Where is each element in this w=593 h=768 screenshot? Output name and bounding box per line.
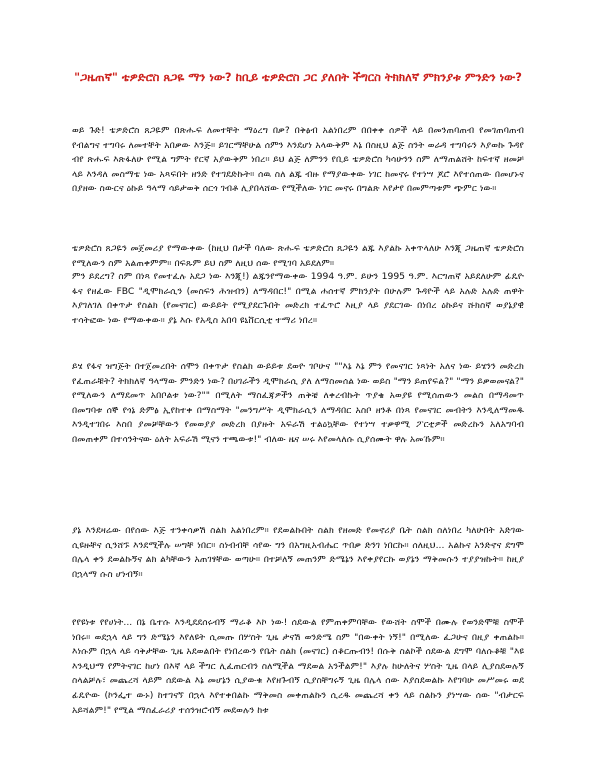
paragraph-3: ምን ይደረግ? ስም በነጻ የመተፈሉ አደጋ ነው እንጂ!) ልጁንየማውቀው 1994 ዓ.ም. ይሁን 1995 ዓ.ም. እርግጠኛ አይደለሁም ፊዴዮ ፋና የዘፈው FBC "ዲሞክራሲን (መስፍን ሕዝብን) ለማዳበር!" በሚል ሐሰተኛ ምክንያት በሁሉም ጉዳዮች ላይ አሉድ አሉድ ጠዋት እያገለገለ በቀጥታ የስልክ (የመናገር) ውይይት የሚያደርጉበት መድረክ ተፈጥሮ እዚያ ላይ ያደርገው በነበረ ዕኩይና ሹክስኛ ወያኔያዊ ተሳትፎው ነው የማውቀው። ያኔ እሱ የአዲስ አበባ ዩኒቨርሲቲ ተማሪ ነበረ። [72,271,524,326]
paragraph-5: ያኔ እንደዛሬው በየሰው እጅ ተንቀሳቃሽ ስልክ አልነበረም። የደወልኩበት ስልክ የዘመድ የመኖሪያ ቤት ስልክ ስለነበረ ካለሁበት አድገው ሲዩዙቸና ሲንሸኙ እንደሚችሉ ሠግቸ ነበር። ስነብብቸ ሳየው ግን በአግዚአብሔር ጥበቃ ድንገ ነበርኩ። ሰለዚህ... አልኩና አንድኖና ደግሞ በሌላ ቀን ደወልኩኝና ልክ ልካቸውን አጠገፃቸው ወጣሁ። በተቻለኝ መጠንም ድሜኔን እየቀያየርኩ ወያኔን ማቅመሱን ተያያዝኩት። ከዚያ በኋላማ ሱስ ሆነብኝ። [72,525,524,580]
paragraph-6: የየዩነቱ የየሀነት... በኔ ቤተሱ እንዲደደሰሩብኝ ማራቆ እኮ ነው! ሰደውል የምጠቀምባቸው የውሸት ስሞች በሙሉ የወንድሞቹ ስሞች ነበሩ። ወደኋላ ላይ ግን ድሜኔን እየለዩት ሲመጡ በሦስት ጊዜ ታናሽ ወንድሜ ስም "በውቀት ነኝ!" በሚለው ፈጋሁና በዚያ ቀጠልኩ። እነሱም በኋላ ላይ ሳቅታቸው ጊዜ አደወልበት የነበረውን የቤት ስልክ (መናገር) ሰቆርጡብን! በሱቅ ስልኮች ሰደውል ደግሞ ባለሱቆቹ "እዩ እንዲህማ የምትናገር ከሆነ በእኛ ላይ ችግር ሊፈጠርብን ስለሚችል ማደወል አንችልም!" እያሉ ከሁለትና ሦስት ጊዜ በላይ ሊያስደወሉኝ ስላልቻሉ፣ መጨረሻ ላይም ሰደውል እኔ መሆኔን ሲያውቁ እየዘጉብኝ ሲያስቸግሩኝ ጊዜ በሌላ ሰው እያስደወልኩ እየገባሁ መሥመሩ ወደ ፊዴዮው (ኮንፌተ ውኑ) ከተገናኘ በኋላ እየተቀበልኩ ማቅመስ መቀጠልኩን ሲረዱ መጨረሻ ቀን ላይ ስልኩን ያነሣው ሰው "ብታርፍ አይሻልም!" የሚል ማስፈራሪያ ተሰንዝሮብኝ መደወሉን ከቱ [72,617,524,716]
paragraph-2: ቴዎድሮስ ጸጋዬን መጀመሪያ የማውቀው (ከዚህ በታች ባለው ጽሑፍ ቴዎድሮስ ጸጋዬን ልጁ እያልኩ አቀጥላለሁ እንጂ ጋዜጠኛ ቴዎድሮስ የሚለውን ስም አልጠቀምም። በፍጹም ይህ ስም ለዚህ ሰው የሚገባ አይደለም። [72,243,524,269]
paragraph-4: ይሄ የፋና ዝግጅት በተጀመረበት ሰሞን በቀጥታ የስልክ ውይይቱ ደወዮ ገቦሁና ""እኔ እኔ ምን የመናገር ነጻነት አለና ነው ይሄንን መድረክ የፈጠራቹት? ትክክለኛ ዓላማው ምንድን ነው? በሀገራችን ዲሞክራሲ ያለ ለማስመሰል ነው ወይስ "ማን ይጠየፍል?" "ማን ይቃወመናል?" የሚለውን ለማደመጥ አበቦልቱ ነው?"" በሚለት ማስፈጃዎችን ጠቅቼ ለቀረብኩት ጥያቄ አወያዩ የሚሰጠውን መልስ በማዳመጥ በመግባቱ ሰኞ የጎኔ ድምፅ ኢየከተቀ በማስማት "መንግሥት ዲሞክራሲን ለማዳበር አስቦ ዘንቶ በነጻ የመናገር መብትን እንዲለማመዱ እንዲተገበሩ እስበ ያመቻቸውን የመወያያ መድረክ በያዙት አፍራሽ ተልዕኳቸው የተነሣ ተቃዋሚ ፖርቲዎች መድረኩን አለአግባብ በመጠቀም በተሳንትናው ዕለት አፍራሽ ሚናን ተጫውቱ!" ብለው ዜና ሠሩ እየመላለሱ ሲያሰሙት ዋሉ አመኹም። [72,361,524,445]
paragraph-1: ወይ ጉድ! ቴዎድሮስ ጸጋዬም በጽሑፍ ለመተቸት ማዕረግ በቃ? በቅፅብ አልነበረም በበቀቀ ሰዎች ላይ በመንጠባጠብ የመገጠባጠብ የብልግና ተግባሩ ለመተቸት አበቃው እንጅ። ይገርማቸሁል ሰምን እንደሆነ አላውቅም እኔ በስዚህ ልጅ ስንት ወራዳ ተግባሩን እያወኩ ጉዳየ ብየ ጽሑፍ እጽፋለሁ የሚል ግምት የርኛ አያውቅም ነበረ። ይህ ልጅ ለምንን የቢይ ቴዎድሮስ ካሳሁንን ስም ለማጠልሸት ከፍተኛ ዘመቻ ላይ እንዳለ መስማቴ ነው አጻፍበት ዘንድ የተገደድኩት። ሰዉ ስለ ልጁ ብዙ የማያውቀው ነገር ከመኖሩ የተነሣ ጆሮ እየተሰጠው በመሆኑና በያዘው ስውርና ዕኩይ ዓላማ ሳይታወቅ ሰርጎ ገብቶ ሊያበላሸው የሚችለው ነገር መኖሩ በግልጽ እየታየ በመምጣቱም ጭምር ነው። [72,125,524,195]
document-title: "ጋዜጠኛ" ቴዎድሮስ ጸጋዬ ማን ነው? ከቢይ ቴዎድሮስ ጋር ያለበት ችግርስ ትክክለኛ ምክንያቱ ምንድን ነው? [74,70,522,84]
